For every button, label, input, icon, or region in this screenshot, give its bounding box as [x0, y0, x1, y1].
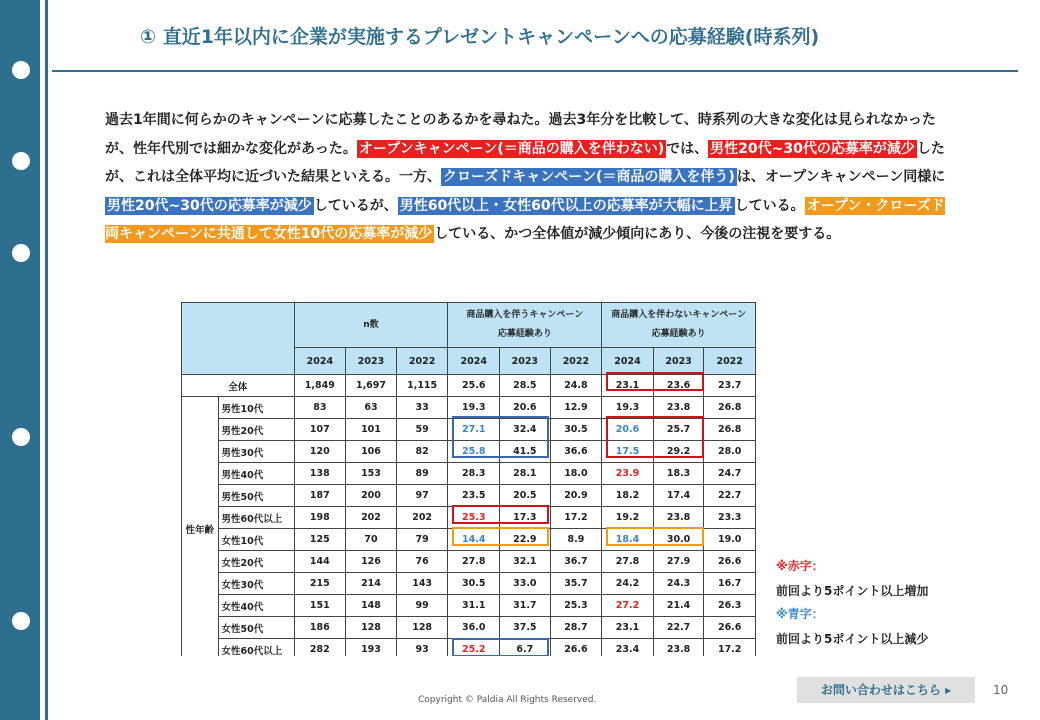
- table-cell: 193: [346, 639, 397, 657]
- row-label: 男性60代以上: [218, 507, 294, 529]
- row-label: 男性40代: [218, 463, 294, 485]
- table-cell: 25.8: [448, 441, 500, 463]
- highlighted-phrase-red: 男性20代~30代の応募率が減少: [710, 140, 915, 157]
- table-cell: 106: [346, 441, 397, 463]
- table-cell: 153: [346, 463, 397, 485]
- table-cell: 23.6: [653, 375, 704, 397]
- table-row: [182, 551, 756, 573]
- table-cell: 101: [346, 419, 397, 441]
- table-cell: 32.4: [500, 419, 551, 441]
- results-table-container: [181, 302, 756, 656]
- table-corner: [182, 303, 295, 375]
- table-cell: 18.2: [602, 485, 654, 507]
- binder-hole: [12, 244, 30, 262]
- table-cell: 26.8: [704, 419, 756, 441]
- highlight-box-red: [452, 505, 549, 524]
- table-cell: 41.5: [500, 441, 551, 463]
- table-cell: 33.0: [500, 573, 551, 595]
- table-cell: 99: [396, 595, 448, 617]
- row-label: 女性50代: [218, 617, 294, 639]
- binder-hole: [12, 428, 30, 446]
- table-cell: 214: [346, 573, 397, 595]
- table-cell: 26.6: [704, 617, 756, 639]
- row-label: 男性20代: [218, 419, 294, 441]
- table-cell: 126: [346, 551, 397, 573]
- paragraph-text: では、: [666, 140, 709, 157]
- table-cell: 79: [396, 529, 448, 551]
- paragraph-text: は、オープンキャンペーン同様に: [736, 169, 946, 185]
- table-cell: 35.7: [550, 573, 602, 595]
- table-cell: 23.9: [602, 463, 654, 485]
- contact-button[interactable]: お問い合わせはこちら ▸: [797, 677, 975, 703]
- table-cell: 24.8: [550, 375, 602, 397]
- table-cell: 198: [294, 507, 346, 529]
- table-cell: 186: [294, 617, 346, 639]
- year-header: 2023: [653, 348, 704, 375]
- table-cell: 200: [346, 485, 397, 507]
- copyright-notice: Copyright © Paldia All Rights Reserved.: [418, 695, 597, 705]
- table-cell: 93: [396, 639, 448, 657]
- table-row: [182, 485, 756, 507]
- table-row: [182, 595, 756, 617]
- table-cell: 282: [294, 639, 346, 657]
- year-header: 2024: [448, 348, 500, 375]
- table-cell: 27.9: [653, 551, 704, 573]
- table-cell: 30.0: [653, 529, 704, 551]
- table-cell: 23.4: [602, 639, 654, 657]
- table-cell: 14.4: [448, 529, 500, 551]
- table-cell: 27.8: [448, 551, 500, 573]
- table-cell: 20.9: [550, 485, 602, 507]
- table-cell: 19.2: [602, 507, 654, 529]
- table-cell: 18.0: [550, 463, 602, 485]
- total-row-label: 全体: [182, 375, 295, 397]
- table-cell: 23.1: [602, 375, 654, 397]
- legend-red-description: 前回より5ポイント以上増加: [776, 584, 929, 598]
- table-cell: 17.5: [602, 441, 654, 463]
- table-cell: 151: [294, 595, 346, 617]
- table-cell: 28.5: [500, 375, 551, 397]
- binder-hole: [12, 612, 30, 630]
- legend-red-label: ※赤字：: [776, 559, 824, 573]
- sidebar-accent-line: [45, 0, 48, 720]
- table-cell: 82: [396, 441, 448, 463]
- table-cell: 148: [346, 595, 397, 617]
- table-cell: 202: [346, 507, 397, 529]
- table-cell: 36.7: [550, 551, 602, 573]
- table-cell: 1,849: [294, 375, 346, 397]
- table-cell: 23.8: [653, 639, 704, 657]
- table-cell: 22.9: [500, 529, 551, 551]
- table-cell: 20.5: [500, 485, 551, 507]
- table-cell: 20.6: [500, 397, 551, 419]
- highlight-box-red: [606, 372, 704, 391]
- table-cell: 120: [294, 441, 346, 463]
- table-cell: 125: [294, 529, 346, 551]
- row-label: 男性10代: [218, 397, 294, 419]
- highlighted-phrase-blue: クローズドキャンペーン(＝商品の購入を伴う): [443, 169, 735, 185]
- highlight-box-orange: [606, 527, 704, 546]
- table-cell: 12.9: [550, 397, 602, 419]
- table-cell: 128: [346, 617, 397, 639]
- year-header: 2022: [396, 348, 448, 375]
- table-cell: 18.3: [653, 463, 704, 485]
- row-label: 女性20代: [218, 551, 294, 573]
- table-cell: 1,115: [396, 375, 448, 397]
- table-cell: 31.1: [448, 595, 500, 617]
- table-cell: 24.7: [704, 463, 756, 485]
- highlight-box-blue: [452, 416, 549, 458]
- table-cell: 138: [294, 463, 346, 485]
- table-cell: 23.1: [602, 617, 654, 639]
- table-cell: 8.9: [550, 529, 602, 551]
- results-table: [181, 302, 756, 656]
- table-cell: 37.5: [500, 617, 551, 639]
- table-cell: 28.1: [500, 463, 551, 485]
- table-cell: 1,697: [346, 375, 397, 397]
- table-cell: 27.2: [602, 595, 654, 617]
- table-cell: 27.1: [448, 419, 500, 441]
- table-cell: 28.7: [550, 617, 602, 639]
- group-header: 商品購入を伴わないキャンペーン 応募経験あり: [602, 303, 756, 348]
- table-cell: 144: [294, 551, 346, 573]
- table-cell: 36.6: [550, 441, 602, 463]
- year-header: 2022: [550, 348, 602, 375]
- paragraph-text: している。: [734, 197, 805, 214]
- table-cell: 33: [396, 397, 448, 419]
- table-cell: 23.3: [704, 507, 756, 529]
- page-number: 10: [993, 683, 1009, 697]
- table-cell: 26.8: [704, 397, 756, 419]
- table-cell: 32.1: [500, 551, 551, 573]
- table-cell: 128: [396, 617, 448, 639]
- table-cell: 202: [396, 507, 448, 529]
- table-cell: 27.8: [602, 551, 654, 573]
- table-cell: 28.3: [448, 463, 500, 485]
- table-cell: 30.5: [550, 419, 602, 441]
- table-cell: 17.4: [653, 485, 704, 507]
- highlight-box-red: [606, 416, 704, 458]
- year-header: 2024: [602, 348, 654, 375]
- table-cell: 63: [346, 397, 397, 419]
- paragraph-text: したが、これは全体平均に近づいた結果といえる。一方、: [105, 140, 945, 185]
- table-cell: 19.3: [602, 397, 654, 419]
- table-cell: 24.2: [602, 573, 654, 595]
- table-cell: 31.7: [500, 595, 551, 617]
- table-cell: 215: [294, 573, 346, 595]
- table-cell: 76: [396, 551, 448, 573]
- table-cell: 25.2: [448, 639, 500, 657]
- row-label: 男性30代: [218, 441, 294, 463]
- table-cell: 24.3: [653, 573, 704, 595]
- table-cell: 23.8: [653, 507, 704, 529]
- highlighted-phrase-blue: 男性20代~30代の応募率が減少: [107, 197, 312, 214]
- highlighted-phrase-orange: オープン・クローズド両キャンペーンに共通して女性10代の応募率が減少: [105, 197, 945, 242]
- table-cell: 187: [294, 485, 346, 507]
- sex-age-group-label: 性年齢: [182, 397, 219, 657]
- table-cell: 36.0: [448, 617, 500, 639]
- table-cell: 23.7: [704, 375, 756, 397]
- table-cell: 22.7: [704, 485, 756, 507]
- row-label: 女性60代以上: [218, 639, 294, 657]
- row-label: 女性10代: [218, 529, 294, 551]
- year-header: 2023: [500, 348, 551, 375]
- legend-blue-description: 前回より5ポイント以上減少: [776, 632, 929, 646]
- legend-blue-label: ※青字：: [776, 607, 824, 621]
- row-label: 女性30代: [218, 573, 294, 595]
- table-cell: 70: [346, 529, 397, 551]
- table-cell: 25.7: [653, 419, 704, 441]
- table-cell: 25.3: [550, 595, 602, 617]
- table-cell: 30.5: [448, 573, 500, 595]
- paragraph-text: 過去1年間に何らかのキャンペーンに応募したことのあるかを尋ねた。過去3年分を比較して、時系列の大きな変化は見られなかったが、性年代別では細かな変化があった。: [105, 112, 936, 157]
- highlighted-phrase-blue: 男性60代以上・女性60代以上の応募率が大幅に上昇: [399, 197, 733, 214]
- table-cell: 25.6: [448, 375, 500, 397]
- table-cell: 22.7: [653, 617, 704, 639]
- table-cell: 21.4: [653, 595, 704, 617]
- table-cell: 97: [396, 485, 448, 507]
- highlight-box-blue: [452, 638, 549, 656]
- binder-hole: [12, 152, 30, 170]
- table-cell: 89: [396, 463, 448, 485]
- year-header: 2024: [294, 348, 346, 375]
- row-label: 女性40代: [218, 595, 294, 617]
- group-header: n数: [294, 303, 448, 348]
- table-cell: 28.0: [704, 441, 756, 463]
- table-cell: 26.6: [550, 639, 602, 657]
- table-cell: 19.3: [448, 397, 500, 419]
- paragraph-text: している、かつ全体値が減少傾向にあり、今後の注視を要する。: [434, 226, 841, 242]
- table-cell: 17.2: [704, 639, 756, 657]
- table-cell: 19.0: [704, 529, 756, 551]
- table-row: [182, 463, 756, 485]
- table-cell: 83: [294, 397, 346, 419]
- table-cell: 23.8: [653, 397, 704, 419]
- row-label: 男性50代: [218, 485, 294, 507]
- year-header: 2023: [346, 348, 397, 375]
- left-sidebar: [0, 0, 40, 720]
- table-row: [182, 573, 756, 595]
- table-cell: 17.2: [550, 507, 602, 529]
- table-cell: 107: [294, 419, 346, 441]
- table-row: [182, 617, 756, 639]
- binder-hole: [12, 61, 30, 79]
- table-cell: 18.4: [602, 529, 654, 551]
- table-cell: 59: [396, 419, 448, 441]
- table-cell: 17.3: [500, 507, 551, 529]
- table-cell: 26.6: [704, 551, 756, 573]
- table-cell: 29.2: [653, 441, 704, 463]
- highlight-box-orange: [452, 527, 549, 546]
- table-cell: 143: [396, 573, 448, 595]
- page-title: ① 直近1年以内に企業が実施するプレゼントキャンペーンへの応募経験(時系列): [140, 26, 820, 48]
- group-header: 商品購入を伴うキャンペーン 応募経験あり: [448, 303, 602, 348]
- table-cell: 25.3: [448, 507, 500, 529]
- title-divider: [52, 70, 1018, 72]
- year-header: 2022: [704, 348, 756, 375]
- table-cell: 26.3: [704, 595, 756, 617]
- summary-paragraph: [105, 106, 955, 249]
- table-cell: 6.7: [500, 639, 551, 657]
- table-cell: 20.6: [602, 419, 654, 441]
- highlighted-phrase-red: オープンキャンペーン(＝商品の購入を伴わない): [358, 140, 665, 157]
- paragraph-text: しているが、: [313, 197, 398, 214]
- table-cell: 16.7: [704, 573, 756, 595]
- table-cell: 23.5: [448, 485, 500, 507]
